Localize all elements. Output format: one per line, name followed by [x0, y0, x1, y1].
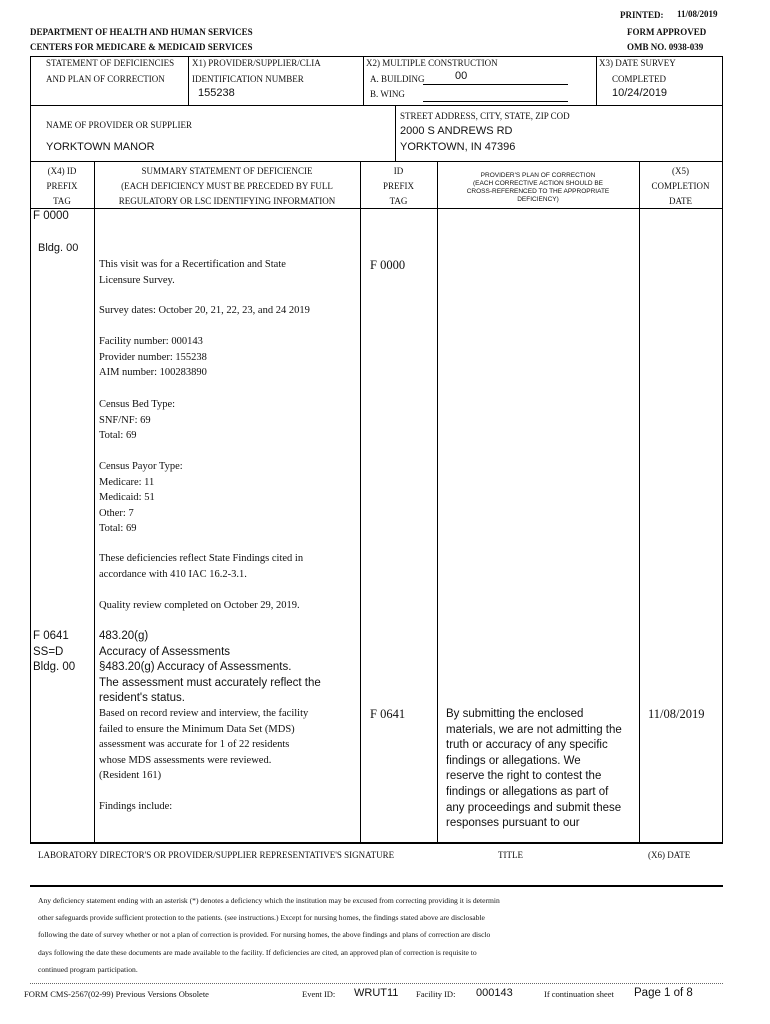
summary-header-2: (EACH DEFICIENCY MUST BE PRECEDED BY FULL — [121, 181, 333, 191]
facility-info: Facility number: 000143 Provider number: 155238 AIM number: 100283890 — [99, 336, 207, 379]
findings-include: Findings include: — [99, 801, 173, 812]
x4-header-3: TAG — [53, 196, 71, 206]
signature-label: LABORATORY DIRECTOR'S OR PROVIDER/SUPPLIER REPRESENTATIVE'S SIGNATURE — [38, 850, 395, 860]
title-label: TITLE — [498, 850, 523, 860]
omb-number: OMB NO. 0938-039 — [627, 42, 704, 52]
provider-id: 155238 — [198, 87, 235, 99]
x1-label-2: IDENTIFICATION NUMBER — [192, 74, 304, 84]
provider-name: YORKTOWN MANOR — [46, 141, 155, 153]
city-state-zip: YORKTOWN, IN 47396 — [400, 141, 516, 153]
quality-review: Quality review completed on October 29, 2019. — [99, 600, 300, 611]
form-number: FORM CMS-2567(02-99) Previous Versions Obsolete — [24, 989, 209, 999]
department-title: DEPARTMENT OF HEALTH AND HUMAN SERVICES — [30, 27, 253, 37]
summary-header-3: REGULATORY OR LSC IDENTIFYING INFORMATION — [118, 196, 336, 206]
id-header-2: PREFIX — [382, 181, 414, 191]
statement-label-2: AND PLAN OF CORRECTION — [46, 74, 165, 84]
facility-id: 000143 — [476, 987, 513, 999]
plan-of-correction: By submitting the enclosed materials, we are not admitting the truth or accuracy of any specific findings or allegations. We reserve the right to contest the findings or allegations as part of any proceedings and submit these responses pursuant to our — [446, 708, 622, 830]
x5-header-2: COMPLETION — [651, 181, 710, 191]
plan-header-4: DEFICIENCY) — [517, 196, 559, 203]
centers-title: CENTERS FOR MEDICARE & MEDICAID SERVICES — [30, 42, 253, 52]
regulation-text: 483.20(g) Accuracy of Assessments §483.20(g) Accuracy of Assessments. The assessment must accurately reflect the resident's status. — [99, 630, 321, 705]
tag-f0000: F 0000 — [33, 210, 69, 222]
building-label: A. BUILDING — [370, 74, 425, 84]
visit-text: This visit was for a Recertification and State Licensure Survey. — [99, 259, 286, 286]
disclaimer-text: Any deficiency statement ending with an asterisk (*) denotes a deficiency which the institution may be excused from correcting providing it is determin other safeguards provide sufficient protection to the patients. (see instructions.) Except for nursing homes, the findings stated above are disclosable following the date of survey whether or not a plan of correction is provided. For nursing homes, the above findings and plans of correction are disclo days following the date these documents are made available to the facility. If deficiencies are cited, an approved plan of correction is requisite to continued program participation. — [38, 896, 500, 974]
bldg-00: Bldg. 00 — [38, 242, 79, 254]
x4-header-2: PREFIX — [46, 181, 78, 191]
plan-header-1: PROVIDER'S PLAN OF CORRECTION — [480, 172, 596, 179]
plan-header-2: (EACH CORRECTIVE ACTION SHOULD BE — [472, 180, 604, 187]
x2-label: X2) MULTIPLE CONSTRUCTION — [366, 58, 498, 68]
census-payor-type: Census Payor Type: Medicare: 11 Medicaid: 51 Other: 7 Total: 69 — [99, 461, 183, 535]
printed-label: PRINTED: — [620, 10, 664, 20]
census-bed-type: Census Bed Type: SNF/NF: 69 Total: 69 — [99, 399, 176, 442]
survey-dates: Survey dates: October 20, 21, 22, 23, and 24 2019 — [99, 305, 310, 316]
event-id: WRUT11 — [354, 987, 399, 999]
printed-date: 11/08/2019 — [677, 9, 718, 19]
address-label: STREET ADDRESS, CITY, STATE, ZIP COD — [400, 111, 570, 121]
x4-header-1: (X4) ID — [47, 166, 77, 176]
finding-text: Based on record review and interview, the facility failed to ensure the Minimum Data Set (MDS) assessment was accurate for 1 of 22 residents whose MDS assessments were reviewed. (Resident 161) — [99, 708, 309, 782]
facility-id-label: Facility ID: — [416, 989, 456, 999]
completion-date: 11/08/2019 — [648, 707, 705, 721]
provider-name-label: NAME OF PROVIDER OR SUPPLIER — [46, 120, 193, 130]
completed-label: COMPLETED — [612, 74, 666, 84]
id-header-1: ID — [393, 166, 404, 176]
form-approved: FORM APPROVED — [627, 27, 707, 37]
plan-header-3: CROSS-REFERENCED TO THE APPROPRIATE — [466, 188, 610, 195]
id-tag-f0641: F 0641 — [370, 707, 406, 721]
tag-f0641: F 0641 SS=D Bldg. 00 — [33, 630, 76, 674]
summary-header-1: SUMMARY STATEMENT OF DEFICIENCIE — [141, 166, 313, 176]
id-tag-f0000: F 0000 — [370, 258, 406, 272]
page-number: Page 1 of 8 — [634, 987, 693, 999]
street-address: 2000 S ANDREWS RD — [400, 125, 513, 137]
x5-header-3: DATE — [669, 196, 692, 206]
wing-label: B. WING — [370, 89, 405, 99]
statement-label-1: STATEMENT OF DEFICIENCIES — [46, 58, 175, 68]
event-id-label: Event ID: — [302, 989, 336, 999]
x1-label-1: X1) PROVIDER/SUPPLIER/CLIA — [192, 58, 321, 68]
id-header-3: TAG — [389, 196, 408, 206]
continuation-label: If continuation sheet — [544, 989, 614, 999]
building-value: 00 — [455, 70, 468, 82]
x5-header-1: (X5) — [672, 166, 689, 176]
survey-date: 10/24/2019 — [612, 87, 668, 99]
x3-label: X3) DATE SURVEY — [599, 58, 676, 68]
x6-date-label: (X6) DATE — [648, 850, 691, 860]
state-findings: These deficiencies reflect State Findings cited in accordance with 410 IAC 16.2-3.1. — [99, 553, 304, 580]
